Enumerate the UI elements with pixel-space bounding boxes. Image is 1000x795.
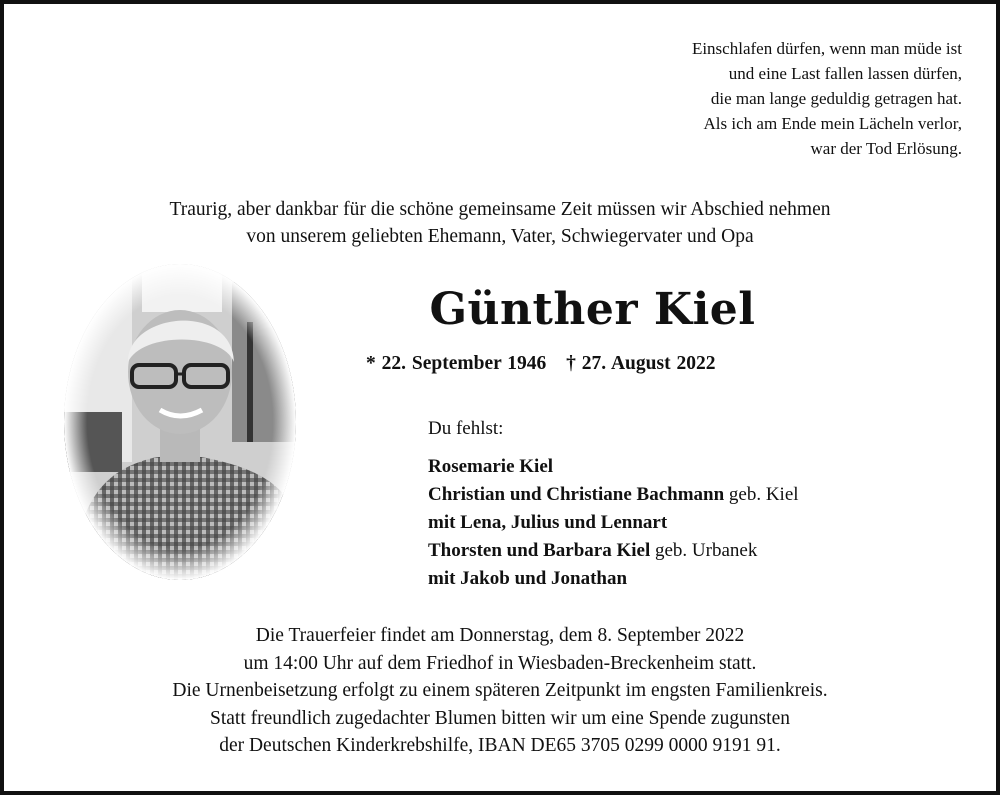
poem-line: und eine Last fallen lassen dürfen, xyxy=(728,64,962,83)
poem-line: Einschlafen dürfen, wenn man müde ist xyxy=(691,39,962,58)
poem-line: war der Tod Erlösung. xyxy=(810,139,962,158)
funeral-details xyxy=(0,622,1000,760)
family-member xyxy=(428,565,799,593)
family-note: geb. Urbanek xyxy=(650,540,758,561)
family-member xyxy=(428,453,799,481)
intro-text xyxy=(0,196,1000,250)
family-name: Christian und Christiane Bachmann xyxy=(428,484,725,505)
family-list xyxy=(428,453,799,593)
details-line: um 14:00 Uhr auf dem Friedhof in Wiesbaden-Breckenheim statt. xyxy=(243,652,757,674)
family-name: mit Lena, Julius und Lennart xyxy=(428,512,668,533)
family-member xyxy=(428,537,799,565)
family-name: mit Jakob und Jonathan xyxy=(428,568,628,589)
family-note: geb. Kiel xyxy=(724,484,799,505)
poem xyxy=(692,36,962,161)
poem-line: Als ich am Ende mein Lächeln verlor, xyxy=(703,114,962,133)
portrait-photo xyxy=(62,262,298,582)
death-date: † 27. August 2022 xyxy=(566,353,716,374)
family-name: Rosemarie Kiel xyxy=(428,456,554,477)
birth-date: * 22. September 1946 xyxy=(366,353,547,374)
family-member xyxy=(428,481,799,509)
family-name: Thorsten und Barbara Kiel xyxy=(428,540,651,561)
life-dates xyxy=(366,353,729,375)
missing-label: Du fehlst: xyxy=(428,418,504,439)
details-line: Statt freundlich zugedachter Blumen bitten wir um eine Spende zugunsten xyxy=(210,707,790,729)
deceased-name: Günther Kiel xyxy=(429,284,756,335)
details-line: der Deutschen Kinderkrebshilfe, IBAN DE65 3705 0299 0000 9191 91. xyxy=(219,735,781,756)
poem-line: die man lange geduldig getragen hat. xyxy=(710,89,962,108)
intro-line: Traurig, aber dankbar für die schöne gemeinsame Zeit müssen wir Abschied nehmen xyxy=(169,199,831,220)
details-line: Die Urnenbeisetzung erfolgt zu einem späteren Zeitpunkt im engsten Familienkreis. xyxy=(172,680,828,701)
intro-line: von unserem geliebten Ehemann, Vater, Schwiegervater und Opa xyxy=(246,226,754,247)
family-member xyxy=(428,509,799,537)
details-line: Die Trauerfeier findet am Donnerstag, dem 8. September 2022 xyxy=(255,625,745,646)
